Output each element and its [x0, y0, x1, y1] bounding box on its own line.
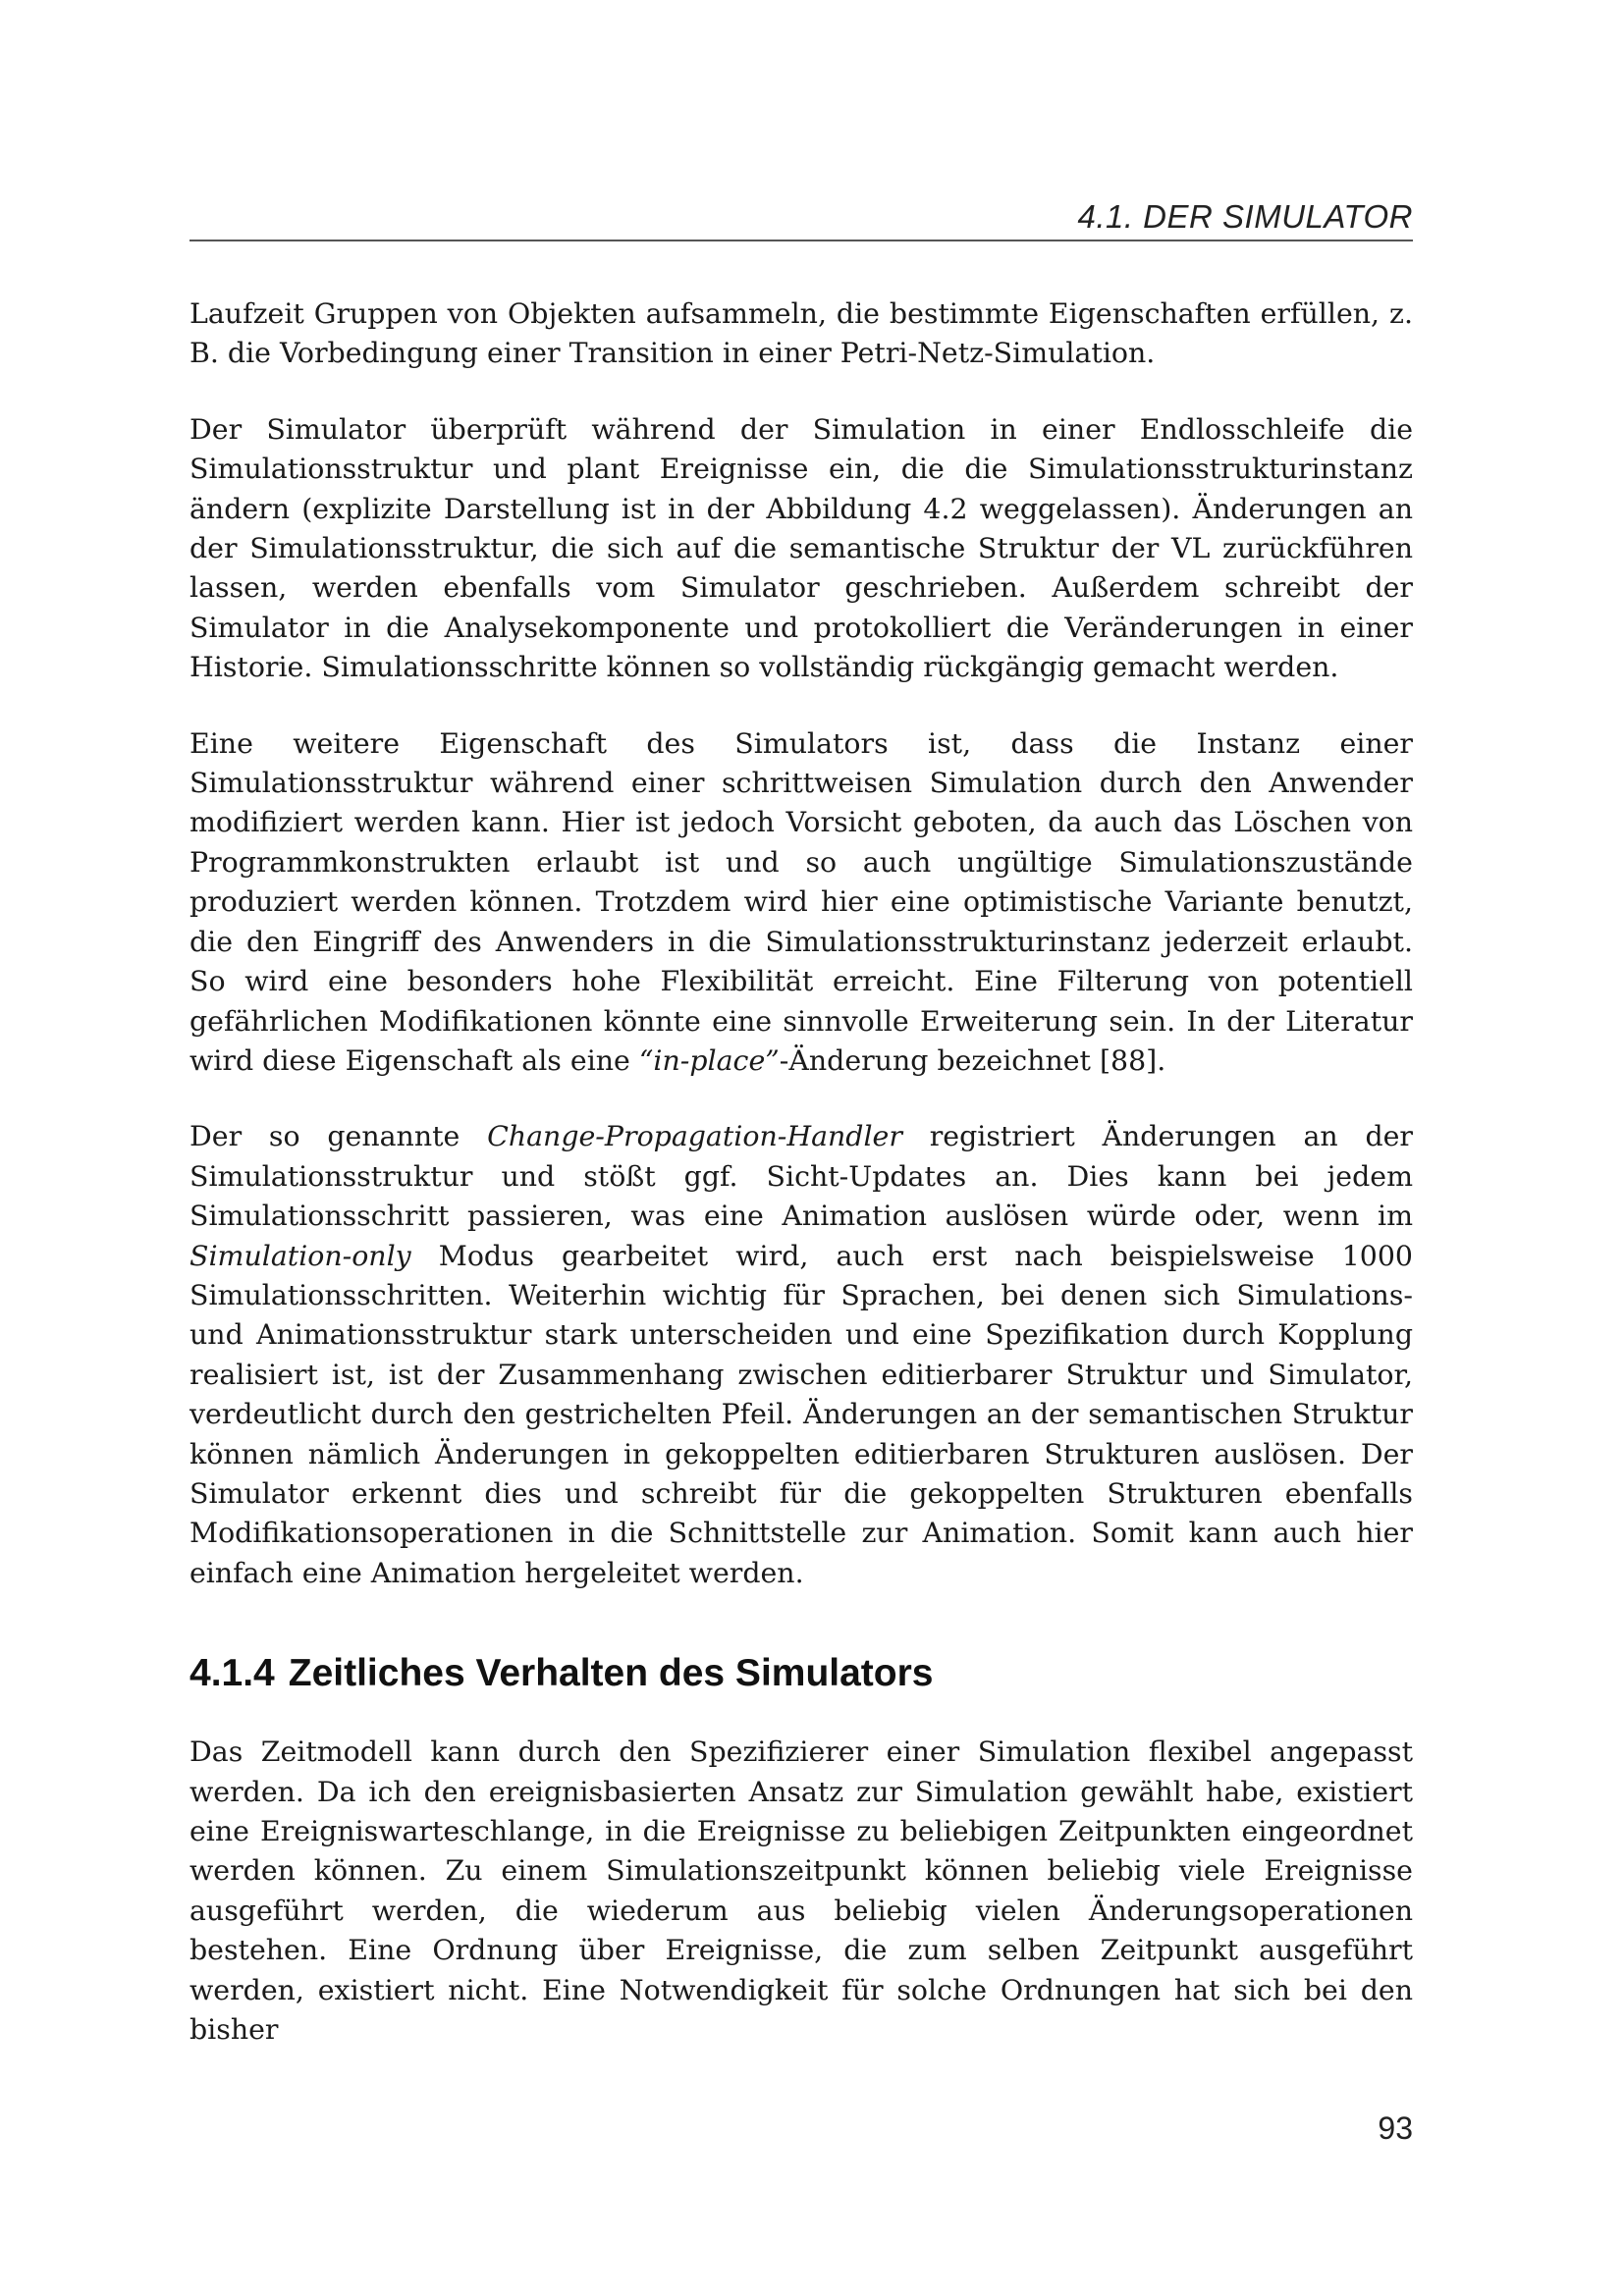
section-title: Zeitliches Verhalten des Simulators	[288, 1652, 934, 1695]
in-place-term: “in-place”	[638, 1043, 780, 1077]
document-page	[189, 0, 1413, 2296]
section-number: 4.1.4	[189, 1652, 275, 1695]
paragraph-1: Laufzeit Gruppen von Objekten aufsammeln, die bestimmte Eigenschaften erfüllen, z. B. die Vorbedingung einer Transition in einer Petri-Netz-Simulation.	[189, 297, 1413, 370]
running-title: 4.1. DER SIMULATOR	[1077, 198, 1413, 235]
page-content	[189, 294, 1413, 2086]
paragraph-3	[189, 724, 1413, 1082]
page-number: 93	[1378, 2110, 1413, 2146]
section-heading	[189, 1650, 1413, 1697]
simulation-only-term: Simulation-only	[189, 1239, 411, 1272]
paragraph-4-text-end: Modus gearbeitet wird, auch erst nach beispielsweise 1000 Simulationsschritten. Weiterhin wichtig für Sprachen, bei denen sich Simulations- und Animationsstruktur stark unterscheiden und eine Spezifikation durch Kopplung realisiert ist, ist der Zusammenhang zwischen editierbarer Struktur und Simulator, verdeutlicht durch den gestrichelten Pfeil. Änderungen an der semantischen Struktur können nämlich Änderungen in gekoppelten editierbaren Strukturen auslösen. Der Simulator erkennt dies und schreibt für die gekoppelten Strukturen ebenfalls Modifikationsoperationen in die Schnittstelle zur Animation. Somit kann auch hier einfach eine Animation hergeleitet werden.	[189, 1239, 1413, 1589]
change-propagation-handler-term: Change-Propagation-Handler	[487, 1120, 902, 1153]
running-header	[189, 194, 1413, 241]
paragraph-4-text-start: Der so genannte	[189, 1120, 488, 1153]
paragraph-3-text-start: Eine weitere Eigenschaft des Simulators ist, dass die Instanz einer Simulationsstruktur während einer schrittweisen Simulation durch den Anwender modifiziert werden kann. Hier ist jedoch Vorsicht geboten, da auch das Löschen von Programmkonstrukten erlaubt ist und so auch ungültige Simulationszustände produziert werden können. Trotzdem wird hier eine optimistische Variante benutzt, die den Eingriff des Anwenders in die Simulationsstrukturinstanz jederzeit erlaubt. So wird eine besonders hohe Flexibilität erreicht. Eine Filterung von potentiell gefährlichen Modifikationen könnte eine sinnvolle Erweiterung sein. In der Literatur wird diese Eigenschaft als eine	[189, 726, 1413, 1077]
paragraph-3-text-end: -Änderung bezeichnet [88].	[779, 1043, 1166, 1077]
section-paragraph-1: Das Zeitmodell kann durch den Spezifizierer einer Simulation flexibel angepasst werden. Da ich den ereignisbasierten Ansatz zur Simulation gewählt habe, existiert eine Ereigniswarteschlange, in die Ereignisse zu beliebigen Zeitpunkten eingeordnet werden können. Zu einem Simulationszeitpunkt können beliebig viele Ereignisse ausgeführt werden, die wiederum aus beliebig vielen Änderungsoperationen bestehen. Eine Ordnung über Ereignisse, die zum selben Zeitpunkt ausgeführt werden, existiert nicht. Eine Notwendigkeit für solche Ordnungen hat sich bei den bisher	[189, 1735, 1413, 2047]
paragraph-2: Der Simulator überprüft während der Simulation in einer Endlosschleife die Simulationsstruktur und plant Ereignisse ein, die die Simulationsstrukturinstanz ändern (explizite Darstellung ist in der Abbildung 4.2 weggelassen). Änderungen an der Simulationsstruktur, die sich auf die semantische Struktur der VL zurückführen lassen, werden ebenfalls vom Simulator geschrieben. Außerdem schreibt der Simulator in die Analysekomponente und protokolliert die Veränderungen in einer Historie. Simulationsschritte können so vollständig rückgängig gemacht werden.	[189, 412, 1413, 684]
paragraph-4	[189, 1117, 1413, 1593]
paragraph-4-text-middle: registriert Änderungen an der Simulationsstruktur und stößt ggf. Sicht-Updates an. Dies kann bei jedem Simulationsschritt passieren, was eine Animation auslösen würde oder, wenn im	[189, 1120, 1413, 1233]
